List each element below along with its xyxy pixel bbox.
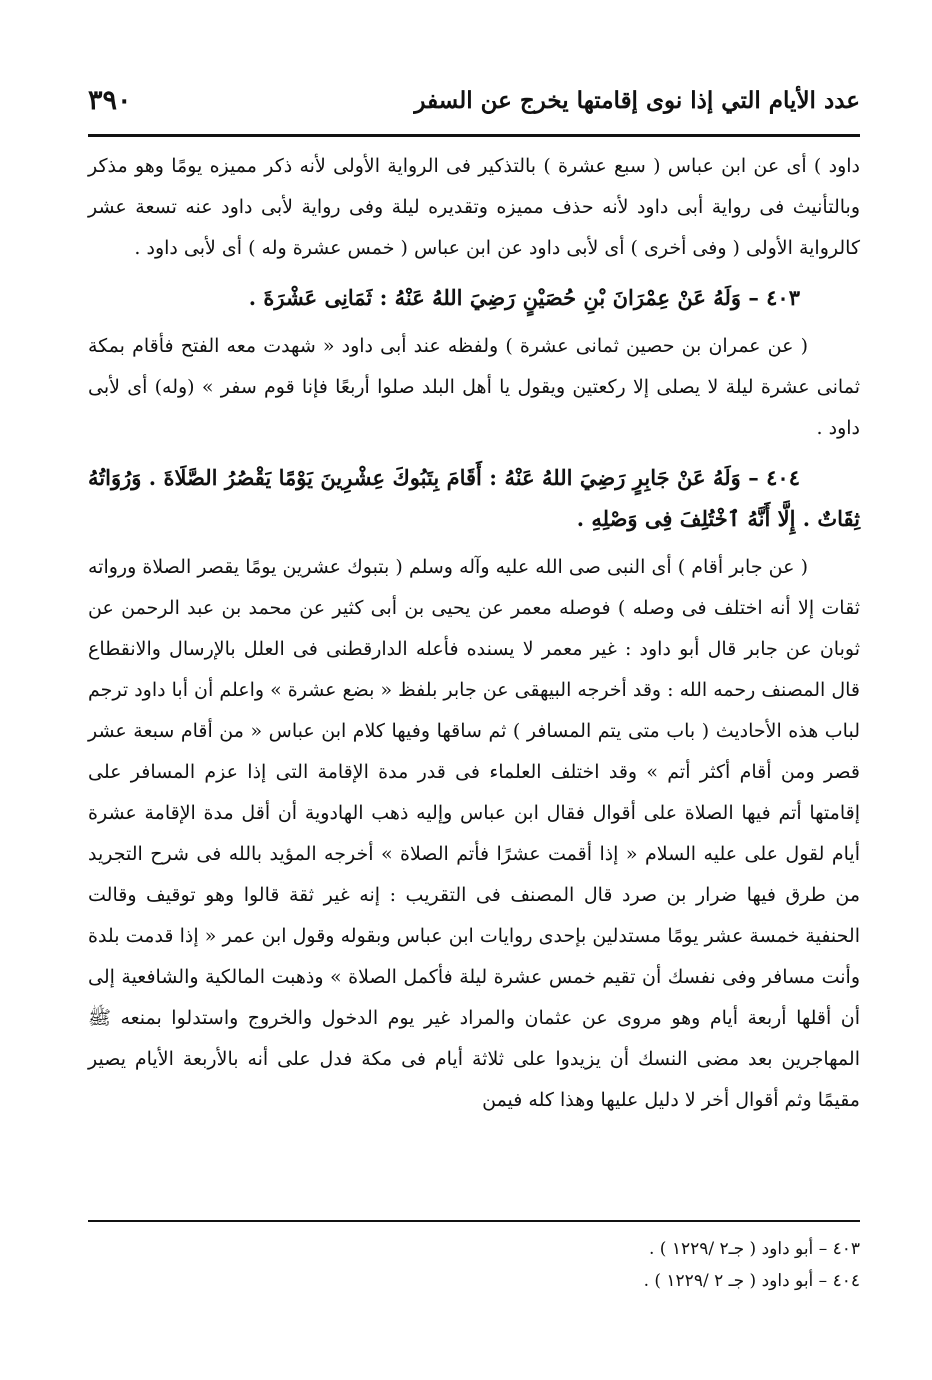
page-number: ٣٩٠	[88, 84, 132, 116]
commentary-paragraph: ( عن جابر أقام ) أى النبى صى الله عليه وآله وسلم ( بتبوك عشرين يومًا يقصر الصلاة ورواته ثقات إلا أنه اختلف فى وصله ) فوصله معمر عن يحيى بن أبى كثير عن محمد بن عبد الرحمن عن ثوبان عن جابر قال أبو داود : غير معمر لا يسنده فأعله الدارقطنى فى العلل بالإرسال والانقطاع قال المصنف رحمه الله : وقد أخرجه البيهقى عن جابر بلفظ « بضع عشرة » واعلم أن أبا داود ترجم لباب هذه الأحاديث ( باب متى يتم المسافر ) ثم ساقها وفيها كلام ابن عباس « من أقام سبعة عشر قصر ومن أقام أكثر أتم » وقد اختلف العلماء فى قدر مدة الإقامة التى إذا عزم المسافر على إقامتها أتم فيها الصلاة على أقوال فقال ابن عباس وإليه ذهب الهادوية أن أقل مدة الإقامة عشرة أيام لقول على عليه السلام « إذا أقمت عشرًا فأتم الصلاة » أخرجه المؤيد بالله فى شرح التجريد من طرق فيها ضرار بن صرد قال المصنف فى التقريب : إنه غير ثقة قالوا وهو توقيف وقالت الحنفية خمسة عشر يومًا مستدلين بإحدى روايات ابن عباس وبقوله وقول ابن عمر « إذا قدمت بلدة وأنت مسافر وفى نفسك أن تقيم خمس عشرة ليلة فأكمل الصلاة » وذهبت المالكية والشافعية إلى أن أقلها أربعة أيام وهو مروى عن عثمان والمراد غير يوم الدخول والخروج واستدلوا بمنعه ﷺ المهاجرين بعد مضى النسك أن يزيدوا على ثلاثة أيام فى مكة فدل على أنه بالأربعة الأيام يصير مقيمًا وثم أقوال أخر لا دليل عليها وهذا كله فيمن	[88, 556, 860, 1111]
hadith-404: ٤٠٤ – وَلَهُ عَنْ جَابِرٍ رَضِيَ اللهُ عَنْهُ : أَقَامَ بِتَبُوكَ عِشْرِينَ يَوْمًا يَقْصُرُ الصَّلَاةَ . وَرُوَاتُهُ ثِقَاتٌ . إِلَّا أَنَّهُ ٱخْتُلِفَ فِى وَصْلِهِ .	[88, 465, 860, 531]
page-header	[88, 74, 860, 126]
footnote-403: ٤٠٣ – أبو داود ( جـ٢ /١٢٢٩ ) .	[648, 1239, 860, 1259]
footnotes	[88, 1233, 860, 1297]
commentary-paragraph: ( عن عمران بن حصين ثمانى عشرة ) ولفظه عند أبى داود « شهدت معه الفتح فأقام بمكة ثمانى عشرة ليلة لا يصلى إلا ركعتين ويقول يا أهل البلد صلوا أربعًا فإنا قوم سفر » (وله) أى لأبى داود .	[88, 335, 860, 439]
running-title: عدد الأيام التي إذا نوى إقامتها يخرج عن السفر	[414, 86, 860, 114]
header-divider	[88, 134, 860, 137]
footnote-divider	[88, 1220, 860, 1222]
hadith-403: ٤٠٣ – وَلَهُ عَنْ عِمْرَانَ بْنِ حُصَيْنٍ رَضِيَ اللهُ عَنْهُ : ثَمَانِى عَشْرَةَ .	[248, 285, 800, 310]
footnote-404: ٤٠٤ – أبو داود ( جـ ٢ /١٢٢٩ ) .	[643, 1271, 860, 1291]
commentary-paragraph: داود ) أى عن ابن عباس ( سبع عشرة ) بالتذكير فى الرواية الأولى لأنه ذكر مميزه يومًا وهو مذكر وبالتأنيث فى رواية أبى داود لأنه حذف مميزه وتقديره ليلة وفى رواية لأبى داود عنه تسعة عشر كالرواية الأولى ( وفى أخرى ) أى لأبى داود عن ابن عباس ( خمس عشرة وله ) أى لأبى داود .	[88, 155, 860, 259]
main-text	[88, 146, 860, 1121]
